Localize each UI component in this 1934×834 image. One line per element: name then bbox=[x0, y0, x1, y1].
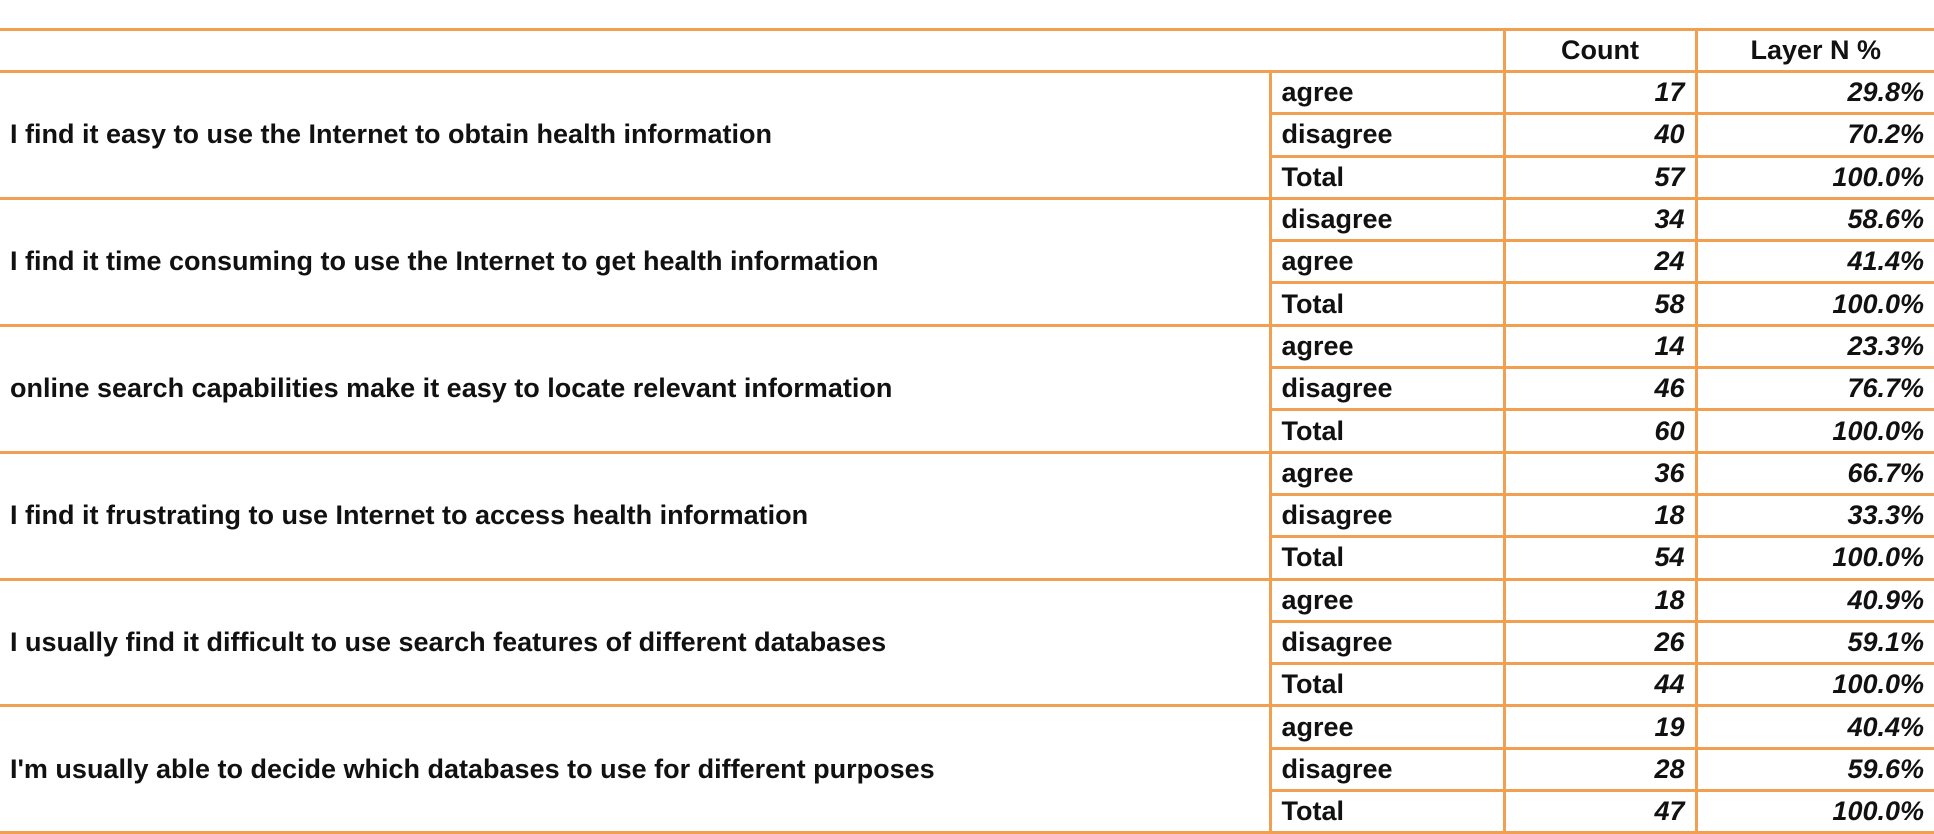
layer-n-pct-cell: 100.0% bbox=[1696, 791, 1934, 833]
count-cell: 54 bbox=[1504, 537, 1696, 579]
count-column-header: Count bbox=[1504, 30, 1696, 72]
layer-n-pct-cell: 100.0% bbox=[1696, 283, 1934, 325]
question-label: I usually find it difficult to use search features of different databases bbox=[0, 579, 1270, 706]
question-label: I find it time consuming to use the Internet to get health information bbox=[0, 198, 1270, 325]
response-label: agree bbox=[1270, 579, 1504, 621]
layer-n-pct-cell: 58.6% bbox=[1696, 198, 1934, 240]
table-row bbox=[0, 706, 1934, 748]
response-label: Total bbox=[1270, 410, 1504, 452]
response-label: Total bbox=[1270, 791, 1504, 833]
count-cell: 34 bbox=[1504, 198, 1696, 240]
table-row bbox=[0, 325, 1934, 367]
response-label: disagree bbox=[1270, 748, 1504, 790]
count-cell: 24 bbox=[1504, 241, 1696, 283]
response-label: agree bbox=[1270, 72, 1504, 114]
response-label: disagree bbox=[1270, 198, 1504, 240]
question-label: I find it easy to use the Internet to obtain health information bbox=[0, 72, 1270, 199]
layer-n-pct-cell: 59.6% bbox=[1696, 748, 1934, 790]
count-cell: 40 bbox=[1504, 114, 1696, 156]
question-label: I find it frustrating to use Internet to access health information bbox=[0, 452, 1270, 579]
table-row bbox=[0, 579, 1934, 621]
response-label: agree bbox=[1270, 452, 1504, 494]
crosstab-table bbox=[0, 28, 1934, 834]
layer-n-pct-cell: 100.0% bbox=[1696, 156, 1934, 198]
layer-n-pct-cell: 40.4% bbox=[1696, 706, 1934, 748]
table-body bbox=[0, 72, 1934, 833]
layer-n-pct-cell: 66.7% bbox=[1696, 452, 1934, 494]
count-cell: 58 bbox=[1504, 283, 1696, 325]
response-label: disagree bbox=[1270, 368, 1504, 410]
count-cell: 44 bbox=[1504, 664, 1696, 706]
count-cell: 17 bbox=[1504, 72, 1696, 114]
response-label: Total bbox=[1270, 283, 1504, 325]
layer-n-pct-cell: 40.9% bbox=[1696, 579, 1934, 621]
count-cell: 14 bbox=[1504, 325, 1696, 367]
response-label: Total bbox=[1270, 664, 1504, 706]
response-label: agree bbox=[1270, 241, 1504, 283]
question-label: I'm usually able to decide which databases to use for different purposes bbox=[0, 706, 1270, 833]
response-label: agree bbox=[1270, 325, 1504, 367]
response-label: Total bbox=[1270, 156, 1504, 198]
response-label: agree bbox=[1270, 706, 1504, 748]
response-label: Total bbox=[1270, 537, 1504, 579]
table-row bbox=[0, 198, 1934, 240]
count-cell: 46 bbox=[1504, 368, 1696, 410]
response-label: disagree bbox=[1270, 114, 1504, 156]
layer-n-pct-cell: 41.4% bbox=[1696, 241, 1934, 283]
count-cell: 36 bbox=[1504, 452, 1696, 494]
table-row bbox=[0, 72, 1934, 114]
count-cell: 28 bbox=[1504, 748, 1696, 790]
header-row bbox=[0, 30, 1934, 72]
table-row bbox=[0, 452, 1934, 494]
layer-n-pct-cell: 29.8% bbox=[1696, 72, 1934, 114]
question-label: online search capabilities make it easy to locate relevant information bbox=[0, 325, 1270, 452]
count-cell: 18 bbox=[1504, 579, 1696, 621]
response-label: disagree bbox=[1270, 621, 1504, 663]
count-cell: 18 bbox=[1504, 494, 1696, 536]
layer-n-pct-cell: 23.3% bbox=[1696, 325, 1934, 367]
layer-n-pct-cell: 70.2% bbox=[1696, 114, 1934, 156]
response-label: disagree bbox=[1270, 494, 1504, 536]
header-blank-cell bbox=[0, 30, 1504, 72]
count-cell: 57 bbox=[1504, 156, 1696, 198]
layer-n-pct-cell: 100.0% bbox=[1696, 537, 1934, 579]
count-cell: 26 bbox=[1504, 621, 1696, 663]
count-cell: 60 bbox=[1504, 410, 1696, 452]
layer-n-pct-cell: 59.1% bbox=[1696, 621, 1934, 663]
layer-n-pct-column-header: Layer N % bbox=[1696, 30, 1934, 72]
layer-n-pct-cell: 100.0% bbox=[1696, 664, 1934, 706]
count-cell: 47 bbox=[1504, 791, 1696, 833]
layer-n-pct-cell: 76.7% bbox=[1696, 368, 1934, 410]
layer-n-pct-cell: 100.0% bbox=[1696, 410, 1934, 452]
count-cell: 19 bbox=[1504, 706, 1696, 748]
layer-n-pct-cell: 33.3% bbox=[1696, 494, 1934, 536]
